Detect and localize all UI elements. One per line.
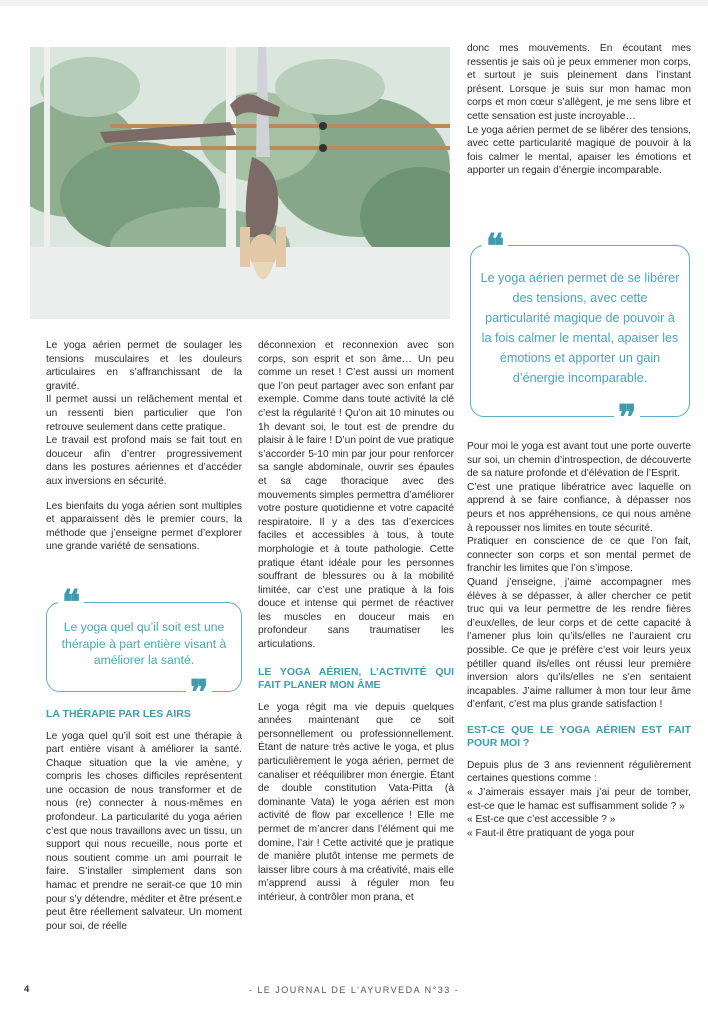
question-item: « J’aimerais essayer mais j’ai peur de tomber, est-ce que le hamac est suffisamment solide ? » (467, 787, 691, 812)
paragraph: Quand j’enseigne, j’aime accompagner mes élèves à se dépasser, à aller chercher ce petit truc qui va leur permettre de les rendre fières d’eux/elles, de leur corps et de cette capacité à l’amener plus loin qu’ils/elles ne l’auraient cru possible. Ce que je préfère c’est voir leurs yeux pétiller quand ils/elles ont réussi leur première inversion alors qu’ils/elles ne s’en sentaient incapables. J’aime rallumer à mon tour leur âme d’enfant, c’est ma plus grande satisfaction ! (467, 576, 691, 711)
open-quote-icon: ❝ (482, 232, 508, 262)
pull-quote-2 (470, 245, 690, 417)
paragraph: Les bienfaits du yoga aérien sont multiples et apparaissent dès le premier cours, la méthode que j’enseigne permet d’explorer une grande variété de sensations. (46, 500, 242, 553)
section-heading: LE YOGA AÉRIEN, L’ACTIVITÉ QUI FAIT PLANER MON ÂME (258, 665, 454, 692)
paragraph: Le travail est profond mais se fait tout en douceur afin d’entrer progressivement dans les postures aériennes et d’accéder aux inversions en sécurité. (46, 435, 242, 487)
page-top-edge (0, 0, 708, 6)
section-heading: EST-CE QUE LE YOGA AÉRIEN EST FAIT POUR MOI ? (467, 723, 691, 750)
journal-footer: - LE JOURNAL DE L’AYURVEDA N°33 - (248, 985, 460, 995)
paragraph: Pour moi le yoga est avant tout une porte ouverte sur soi, un chemin d’introspection, de découverte de sa nature profonde et d’élévation de l’Esprit. (467, 441, 691, 480)
text-column-1-lower (46, 708, 242, 933)
pull-quote-text: Le yoga quel qu’il soit est une thérapie à part entière visant à améliorer la santé. (61, 620, 227, 667)
paragraph: Le yoga régit ma vie depuis quelques années maintenant que ce soit personnellement ou professionnellement. Étant de nature très active le yoga, et plus particulièrement le yoga aérien, permet de canaliser et rééquilibrer mon énergie. Étant de double constitution Vata-Pitta (à dominante Vata) le yoga aérien est mon activité de flow par excellence ! Elle me permet de m’ancrer dans l’élément qui me domine, l’air ! Cette activité que je pratique de manière plutôt intense me permets de laisser libre cours à ma créativité, mais elle m’apprend aussi à réguler mon feu intérieur, à contrôler mon prana, et (258, 701, 454, 903)
close-quote-icon: ❞ (614, 403, 640, 433)
paragraph: Le yoga aérien permet de se libérer des tensions, avec cette particularité magique de pouvoir à la fois calmer le mental, apaiser les émotions et apporter un regain d’énergie incomparable. (467, 124, 691, 177)
pull-quote-text: Le yoga aérien permet de se libérer des tensions, avec cette particularité magique de pouvoir à la fois calmer le mental, apaiser les émotions et apporter un gain d’énergie incomparable. (480, 271, 680, 385)
text-column-3 (467, 42, 691, 178)
question-item: « Est-ce que c’est accessible ? » (467, 814, 616, 826)
paragraph: Il permet aussi un relâchement mental et un ressenti bien particulier que l’on retrouve seulement dans cette pratique. (46, 394, 242, 433)
text-column-1 (46, 339, 242, 554)
paragraph: Depuis plus de 3 ans reviennent régulièrement certaines questions comme : (467, 759, 691, 785)
text-column-3-lower (467, 440, 691, 840)
text-column-2 (258, 339, 454, 905)
paragraph: Le yoga aérien permet de soulager les tensions musculaires et les douleurs articulaires en s’affranchissant de la gravité. (46, 340, 242, 392)
paragraph: C’est une pratique libératrice avec laquelle on apprend à se faire confiance, à dépasser nos peurs et nos appréhensions, ce qui nous amène à repousser nos limites en toute sécurité. (467, 481, 691, 534)
section-heading: LA THÉRAPIE PAR LES AIRS (46, 708, 191, 720)
page-number: 4 (24, 984, 30, 995)
close-quote-icon: ❞ (186, 678, 212, 708)
question-item: « Faut-il être pratiquant de yoga pour (467, 827, 635, 839)
paragraph: donc mes mouvements. En écoutant mes ressentis je sais où je peux emmener mon corps, et surtout je suis pleinement dans l’instant présent. Lorsque je suis sur mon hamac mon corps et mon cœur s’allègent, je me sens libre et cette sensation est juste incroyable… (467, 43, 691, 122)
paragraph: Le yoga quel qu’il soit est une thérapie à part entière visant à améliorer la santé. Chaque situation que la vie amène, y compris les choses difficiles représentent une occasion de nous transformer et de nous (re) connecter à nous-mêmes en profondeur. La particularité du yoga aérien c’est que nous travaillons avec un tissu, un support qui nous recueille, nous porte et nous soutient comme un ami pourrait le faire. S’installer simplement dans son hamac et prendre ne serait-ce que 10 min pour s’y détendre, méditer et être présent.e peut être réellement salvateur. Un moment pour soi, de réelle (46, 730, 242, 932)
paragraph: déconnexion et reconnexion avec son corps, son esprit et son âme… Un peu comme un reset ! C’est aussi un moment que l’on peut partager avec son enfant par exemple. Comme dans toute activité la clé c’est la régularité ! Qu’on ait 10 minutes ou 1h devant soi, le tout est de prendre du plaisir à le faire ! D’un point de vue pratique s’accorder 5-10 min par jour pour renforcer sa sangle abdominale, ouvrir ses épaules et sa cage thoracique avec des mouvements simples permettra d’améliorer votre posture quotidienne et votre capacité respiratoire. Il y a des tas d’exercices faciles et accessibles à tous, à toute morphologie et à toute pathologie. Cette pratique étant idéale pour les personnes souffrant de blessures ou à la mobilité limitée, car c’est une pratique à la fois douce et intense qui permet de réactiver les muscles en douceur mais en profondeur sans traumatiser les articulations. (258, 340, 454, 651)
open-quote-icon: ❝ (58, 588, 84, 618)
aerial-yoga-photo (30, 47, 450, 319)
paragraph: Pratiquer en conscience de ce que l’on fait, connecter son corps et son mental permet de franchir les limites que l’on s’impose. (467, 536, 691, 575)
